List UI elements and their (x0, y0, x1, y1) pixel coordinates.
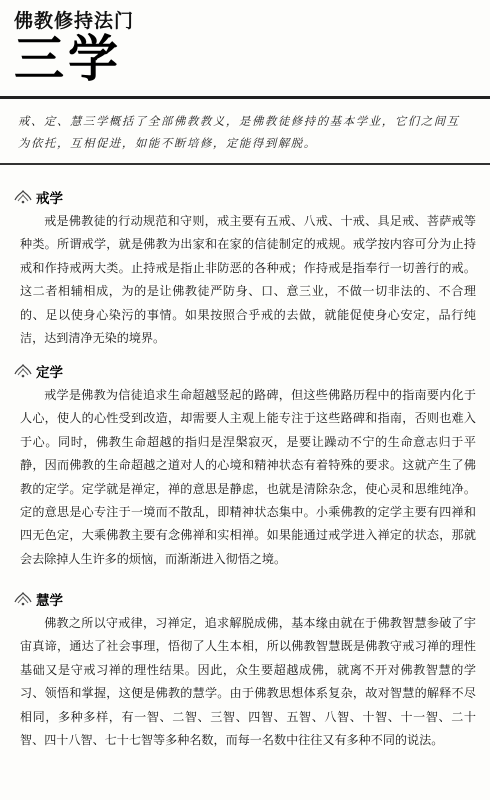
series-title: 佛教修持法门 (14, 10, 135, 32)
section-body: 佛教之所以守戒律，习禅定，追求解脱成佛，基本缘由就在于佛教智慧参破了宇宙真谛，通达了社会事理，悟彻了人生本相，所以佛教智慧既是佛教守戒习禅的理性基础又是守戒习禅的理性结果。因此，众生要超越成佛，就离不开对佛教智慧的学习、领悟和掌握，这便是佛教的慧学。由于佛教思想体系复杂，故对智慧的解释不尽相同，多种多样，有一智、二智、三智、四智、五智、八智、十智、十一智、二十智、四十八智、七十七智等多种名数，而每一名数中往往又有多种不同的说法。 (20, 616, 476, 748)
section-title: 慧学 (36, 593, 63, 609)
intro-paragraph: 戒、定、慧三学概括了全部佛教教义，是佛教徒修持的基本学业，它们之间互为依托，互相促进，如能不断培修，定能得到解脱。 (18, 114, 460, 150)
section-jie-xue (12, 186, 478, 350)
section-hui-xue (12, 588, 478, 752)
intro-divider (0, 163, 490, 165)
page-title: 三学 (14, 30, 122, 88)
section-body: 戒是佛教徒的行动规范和守则，戒主要有五戒、八戒、十戒、具足戒、菩萨戒等种类。所谓戒学，就是佛教为出家和在家的信徒制定的戒规。戒学按内容可分为止持戒和作持戒两大类。止持戒是指止非防恶的各种戒；作持戒是指奉行一切善行的戒。这二者相辅相成，为的是让佛教徒严防身、口、意三业，不做一切非法的、不合理的、足以使身心染污的事情。如果按照合乎戒的去做，就能促使身心安定，品行纯洁，达到清净无染的境界。 (20, 214, 476, 346)
section-heading (12, 360, 478, 382)
lotus-ornament-icon (12, 362, 34, 380)
section-heading (12, 588, 478, 610)
section-body: 戒学是佛教为信徒追求生命超越竖起的路碑，但这些佛路历程中的指南要内化于人心，使人的心性受到改造，却需要人主观上能专注于这些路碑和指南，否则也难入于心。同时，佛教生命超越的指归是涅槃寂灭，是要让躁动不宁的生命意志归于平静，因而佛教的生命超越之道对人的心境和精神状态有着特殊的要求。这就产生了佛教的定学。定学就是禅定，禅的意思是静虑，也就是清除杂念，使心灵和思维纯净。定的意思是心专注于一境而不散乱，即精神状态集中。小乘佛教的定学主要有四禅和四无色定，大乘佛教主要有念佛禅和实相禅。如果能通过戒学进入禅定的状态，那就会去除掉人生许多的烦恼，而渐渐进入彻悟之境。 (20, 388, 476, 566)
lotus-ornament-icon (12, 590, 34, 608)
section-ding-xue (12, 360, 478, 571)
lotus-ornament-icon (12, 188, 34, 206)
title-divider (0, 96, 490, 99)
section-heading (12, 186, 478, 208)
section-title: 定学 (36, 365, 63, 381)
section-title: 戒学 (36, 191, 63, 207)
